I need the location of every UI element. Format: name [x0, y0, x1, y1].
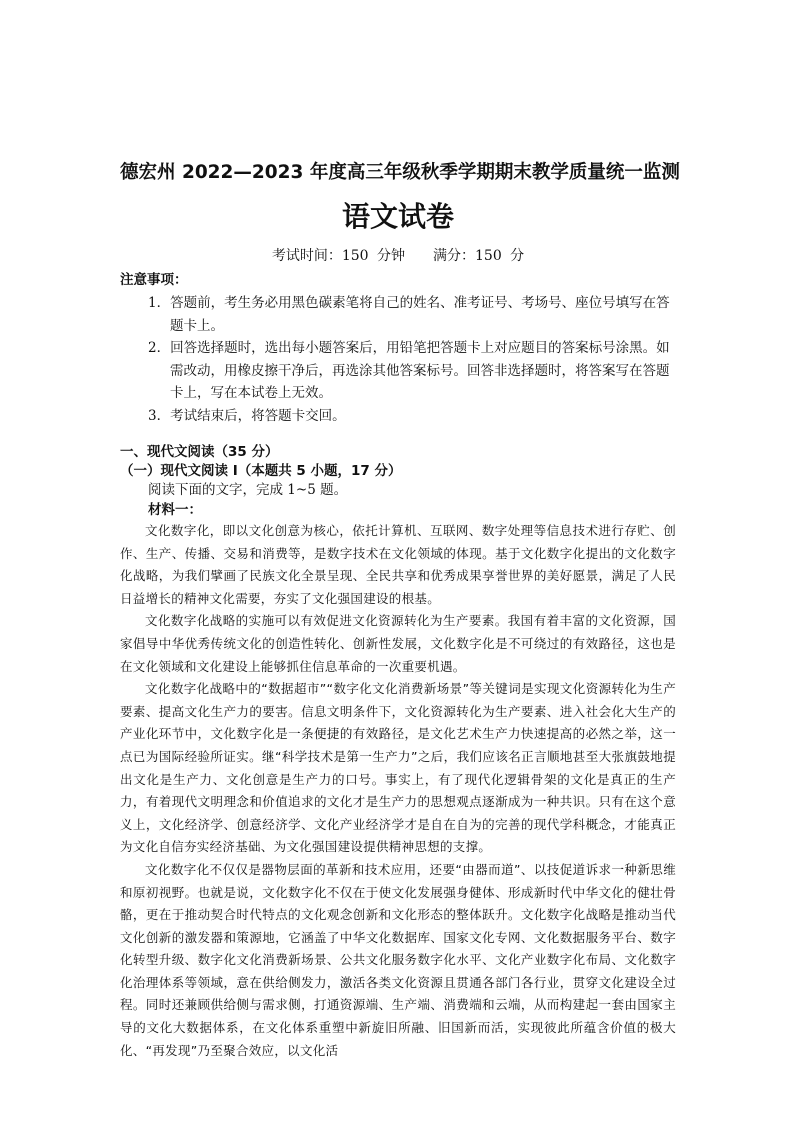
section-heading: 一、现代文阅读（35 分）	[120, 444, 279, 460]
material-label: 材料一：	[148, 502, 202, 518]
full-score: 满分：150 分	[433, 248, 525, 264]
notice-item-1: 1．答题前，考生务必用黑色碳素笔将自己的姓名、准考证号、考场号、座位号填写在答题卡上。	[148, 295, 670, 334]
material-paragraph-3: 文化数字化战略中的“数据超市”“数字化文化消费新场景”等关键词是实现文化资源转化为生产要素、提高文化生产力的要害。信息文明条件下，文化资源转化为生产要素、进入社会化大生产的产业化环节中，文化数字化是一条便捷的有效路径，是文化艺术生产力快速提高的必然之举，这一点已为国际经验所证实。继“科学技术是第一生产力”之后，我们应该名正言顺地甚至大张旗鼓地提出文化是生产力、文化创意是生产力的口号。事实上，有了现代化逻辑骨架的文化是真正的生产力，有着现代文明理念和价值追求的文化才是生产力的思想观点逐渐成为一种共识。只有在这个意义上，文化经济学、创意经济学、文化产业经济学才是自在自为的完善的现代学科概念，才能真正为文化自信夯实经济基础、为文化强国建设提供精神思想的支撑。	[120, 681, 676, 855]
notice-item-3: 3．考试结束后，将答题卡交回。	[148, 407, 346, 424]
notice-item-2: 2．回答选择题时，选出每小题答案后，用铅笔把答题卡上对应题目的答案标号涂黑。如需改动，用橡皮擦干净后，再选涂其他答案标号。回答非选择题时，将答案写在答题卡上，写在本试卷上无效。	[148, 340, 670, 401]
material-paragraph-4: 文化数字化不仅仅是器物层面的革新和技术应用，还要“由器而道”、以技促道诉求一种新思维和原初视野。也就是说，文化数字化不仅在于使文化发展强身健体、形成新时代中华文化的健壮骨骼，更在于推动契合时代特点的文化观念创新和文化形态的整体跃升。文化数字化战略是推动当代文化创新的激发器和策源地，它涵盖了中华文化数据库、国家文化专网、文化数据服务平台、数字化转型升级、数字化文化消费新场景、公共文化服务数字化水平、文化产业数字化布局、文化数字化治理体系等领域，意在供给侧发力，激活各类文化资源且贯通各部门各行业，贯穿文化建设全过程。同时还兼顾供给侧与需求侧，打通资源端、生产端、消费端和云端，从而构建起一套由国家主导的文化大数据体系，在文化体系重塑中新旋旧所融、旧国新而活，实现彼此所蕴含价值的极大化、“再发现”乃至聚合效应，以文化活	[120, 861, 676, 1058]
notice-heading: 注意事项：	[120, 272, 188, 288]
exam-title: 德宏州 2022—2023 年度高三年级秋季学期期末教学质量统一监测	[120, 162, 680, 183]
notice-list	[120, 292, 676, 427]
exam-subject: 语文试卷	[341, 200, 454, 233]
subsection-heading: （一）现代文阅读 I（本题共 5 小题，17 分）	[120, 463, 402, 479]
material-paragraph-2: 文化数字化战略的实施可以有效促进文化资源转化为生产要素。我国有着丰富的文化资源，国家倡导中华优秀传统文化的创造性转化、创新性发展，文化数字化是不可绕过的有效路径，这也是在文化领域和文化建设上能够抓住信息革命的一次重要机遇。	[120, 613, 676, 674]
material-paragraph-1: 文化数字化，即以文化创意为核心，依托计算机、互联网、数字处理等信息技术进行存贮、创作、生产、传播、交易和消费等，是数字技术在文化领域的体现。基于文化数字化提出的文化数字化战略，为我们擘画了民族文化全景呈现、全民共享和优秀成果享誉世界的美好愿景，满足了人民日益增长的精神文化需要，夯实了文化强国建设的根基。	[120, 523, 676, 606]
exam-info	[120, 246, 676, 266]
reading-instruction: 阅读下面的文字，完成 1~5 题。	[148, 482, 348, 498]
exam-time: 考试时间：150 分钟	[271, 248, 405, 264]
